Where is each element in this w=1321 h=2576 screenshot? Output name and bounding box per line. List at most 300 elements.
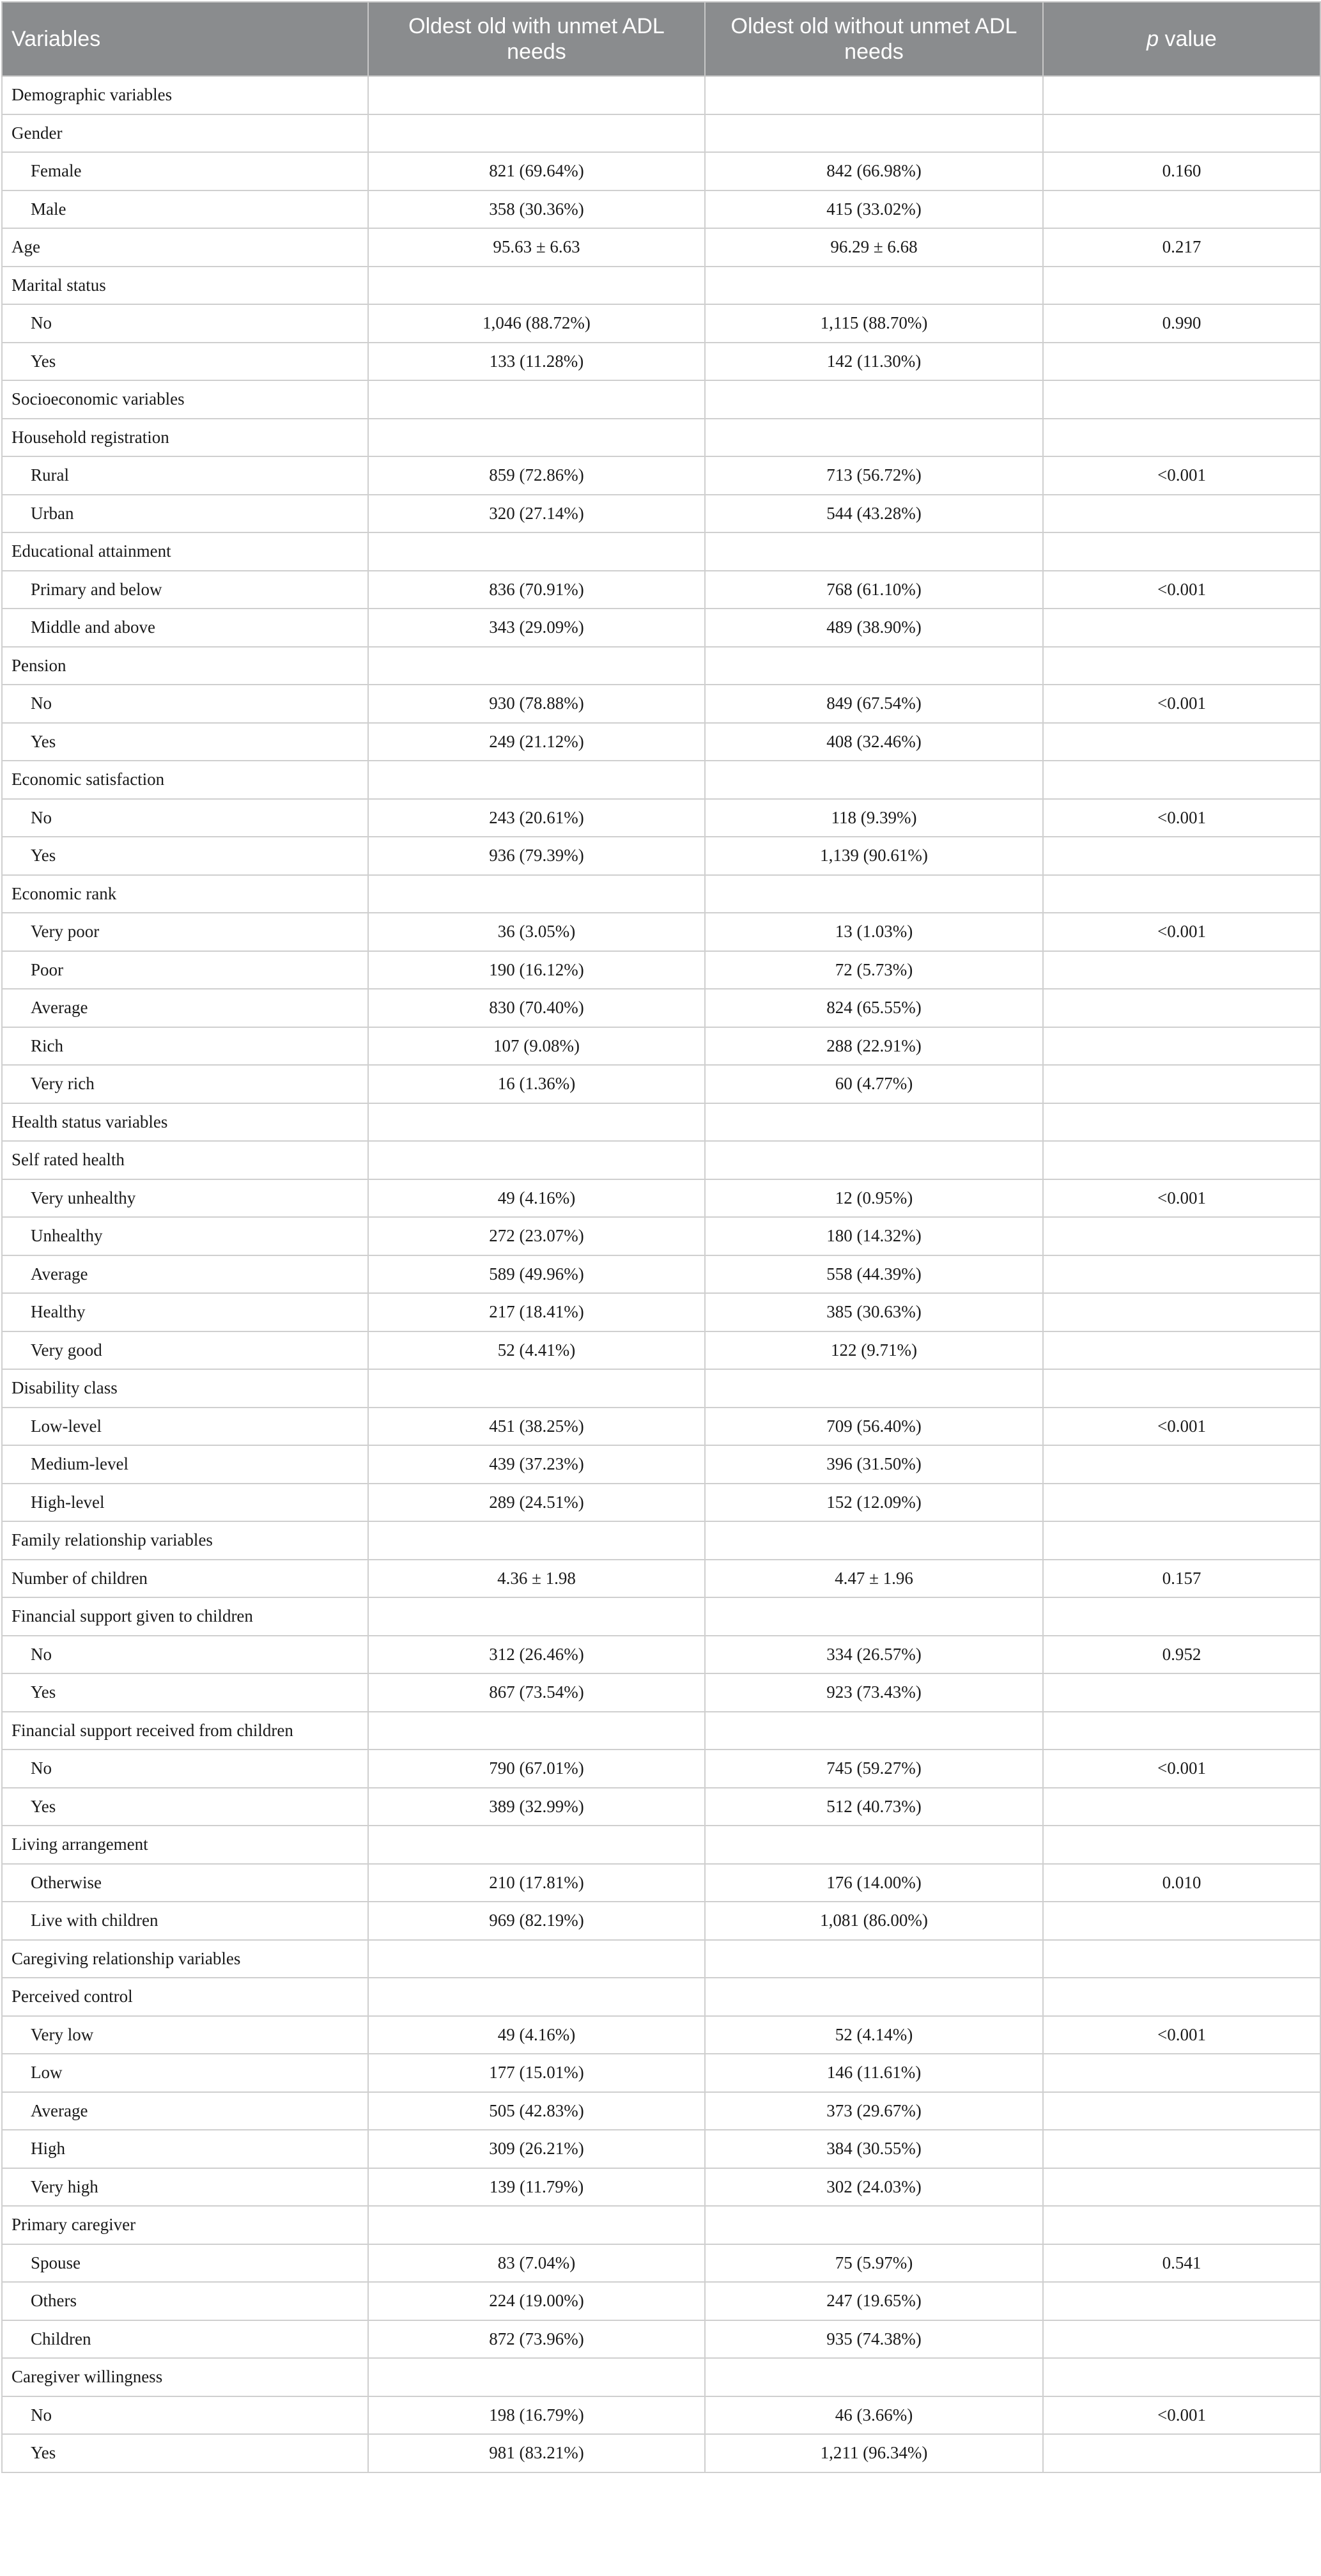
table-row [2,152,1320,190]
cell-unmet-needs [368,2358,705,2396]
cell-p-value [1043,1712,1320,1750]
table-row [2,1636,1320,1674]
cell-without-unmet-needs: 60 (4.77%) [705,1065,1043,1103]
cell-p-value [1043,1217,1320,1255]
cell-unmet-needs: 1,046 (88.72%) [368,304,705,343]
table-row [2,951,1320,989]
cell-without-unmet-needs: 176 (14.00%) [705,1864,1043,1902]
cell-unmet-needs: 289 (24.51%) [368,1484,705,1522]
table-row [2,114,1320,153]
cell-unmet-needs: 133 (11.28%) [368,343,705,381]
cell-without-unmet-needs [705,1369,1043,1408]
cell-p-value: 0.217 [1043,228,1320,267]
cell-without-unmet-needs: 842 (66.98%) [705,152,1043,190]
cell-without-unmet-needs: 745 (59.27%) [705,1750,1043,1788]
cell-p-value [1043,647,1320,685]
cell-unmet-needs [368,76,705,114]
cell-variable: Yes [2,837,368,875]
cell-without-unmet-needs: 415 (33.02%) [705,190,1043,229]
cell-variable: Financial support given to children [2,1597,368,1636]
cell-unmet-needs: 790 (67.01%) [368,1750,705,1788]
header-p-rest: value [1159,27,1217,51]
table-row [2,1065,1320,1103]
cell-without-unmet-needs [705,267,1043,305]
cell-p-value [1043,2130,1320,2168]
cell-p-value [1043,875,1320,913]
cell-unmet-needs: 36 (3.05%) [368,913,705,951]
cell-p-value [1043,2358,1320,2396]
cell-unmet-needs: 249 (21.12%) [368,723,705,761]
table-row [2,571,1320,609]
cell-variable: Socioeconomic variables [2,380,368,419]
cell-unmet-needs [368,1978,705,2016]
cell-unmet-needs: 243 (20.61%) [368,799,705,837]
table-row [2,1293,1320,1331]
table-row [2,989,1320,1027]
cell-unmet-needs [368,1141,705,1179]
cell-without-unmet-needs: 12 (0.95%) [705,1179,1043,1218]
cell-without-unmet-needs: 849 (67.54%) [705,685,1043,723]
cell-p-value [1043,2282,1320,2320]
table-row [2,1940,1320,1978]
table-row [2,2244,1320,2283]
cell-variable: Rich [2,1027,368,1066]
cell-unmet-needs: 49 (4.16%) [368,2016,705,2054]
table-row [2,2358,1320,2396]
cell-without-unmet-needs: 96.29 ± 6.68 [705,228,1043,267]
cell-without-unmet-needs: 1,081 (86.00%) [705,1902,1043,1940]
header-p-value [1043,2,1320,76]
cell-unmet-needs: 107 (9.08%) [368,1027,705,1066]
cell-unmet-needs: 859 (72.86%) [368,456,705,495]
table-row [2,304,1320,343]
cell-variable: Average [2,989,368,1027]
cell-variable: Children [2,2320,368,2359]
table-header [2,2,1320,76]
cell-without-unmet-needs: 13 (1.03%) [705,913,1043,951]
table-row [2,343,1320,381]
cell-without-unmet-needs: 1,115 (88.70%) [705,304,1043,343]
cell-without-unmet-needs: 544 (43.28%) [705,495,1043,533]
cell-without-unmet-needs: 247 (19.65%) [705,2282,1043,2320]
cell-unmet-needs [368,1712,705,1750]
cell-p-value [1043,1521,1320,1560]
cell-p-value [1043,1673,1320,1712]
cell-p-value: <0.001 [1043,799,1320,837]
table-row [2,2016,1320,2054]
cell-variable: Low [2,2054,368,2092]
cell-without-unmet-needs [705,2206,1043,2244]
cell-variable: Female [2,152,368,190]
header-variables: Variables [2,2,368,76]
cell-unmet-needs [368,1103,705,1142]
cell-p-value: <0.001 [1043,913,1320,951]
cell-without-unmet-needs: 713 (56.72%) [705,456,1043,495]
cell-without-unmet-needs: 302 (24.03%) [705,2168,1043,2207]
cell-p-value [1043,2206,1320,2244]
cell-variable: Self rated health [2,1141,368,1179]
cell-p-value [1043,2168,1320,2207]
table-row [2,419,1320,457]
cell-unmet-needs: 312 (26.46%) [368,1636,705,1674]
cell-variable: Middle and above [2,609,368,647]
cell-without-unmet-needs: 334 (26.57%) [705,1636,1043,1674]
cell-without-unmet-needs: 52 (4.14%) [705,2016,1043,2054]
cell-without-unmet-needs: 1,211 (96.34%) [705,2434,1043,2472]
cell-variable: Very unhealthy [2,1179,368,1218]
cell-unmet-needs: 4.36 ± 1.98 [368,1560,705,1598]
cell-variable: Spouse [2,2244,368,2283]
cell-p-value: 0.160 [1043,152,1320,190]
cell-unmet-needs: 389 (32.99%) [368,1788,705,1826]
cell-p-value [1043,1597,1320,1636]
cell-unmet-needs [368,532,705,571]
cell-p-value: 0.157 [1043,1560,1320,1598]
cell-unmet-needs: 451 (38.25%) [368,1408,705,1446]
cell-variable: Marital status [2,267,368,305]
cell-without-unmet-needs: 142 (11.30%) [705,343,1043,381]
table-row [2,1902,1320,1940]
table-row [2,1445,1320,1484]
cell-variable: Age [2,228,368,267]
cell-unmet-needs: 439 (37.23%) [368,1445,705,1484]
cell-p-value [1043,1141,1320,1179]
cell-p-value [1043,989,1320,1027]
cell-without-unmet-needs: 1,139 (90.61%) [705,837,1043,875]
cell-without-unmet-needs: 122 (9.71%) [705,1331,1043,1370]
table-row [2,2320,1320,2359]
table-row [2,1750,1320,1788]
table-row [2,495,1320,533]
cell-variable: Live with children [2,1902,368,1940]
cell-p-value: 0.952 [1043,1636,1320,1674]
cell-p-value: <0.001 [1043,571,1320,609]
cell-p-value [1043,1788,1320,1826]
cell-variable: No [2,1636,368,1674]
cell-p-value [1043,380,1320,419]
table-row [2,2396,1320,2435]
cell-variable: Very good [2,1331,368,1370]
cell-unmet-needs: 320 (27.14%) [368,495,705,533]
cell-without-unmet-needs [705,76,1043,114]
cell-variable: Rural [2,456,368,495]
cell-without-unmet-needs [705,532,1043,571]
cell-without-unmet-needs [705,1103,1043,1142]
cell-unmet-needs: 83 (7.04%) [368,2244,705,2283]
cell-variable: Yes [2,2434,368,2472]
cell-p-value [1043,837,1320,875]
cell-without-unmet-needs [705,419,1043,457]
header-unmet-needs: Oldest old with unmet ADL needs [368,2,705,76]
table-row [2,228,1320,267]
cell-unmet-needs: 177 (15.01%) [368,2054,705,2092]
table-row [2,1255,1320,1294]
cell-without-unmet-needs [705,1141,1043,1179]
cell-without-unmet-needs: 923 (73.43%) [705,1673,1043,1712]
cell-p-value: 0.990 [1043,304,1320,343]
cell-variable: Financial support received from children [2,1712,368,1750]
cell-p-value [1043,1902,1320,1940]
table-row [2,2206,1320,2244]
cell-p-value [1043,532,1320,571]
cell-variable: Otherwise [2,1864,368,1902]
cell-p-value [1043,1369,1320,1408]
cell-unmet-needs [368,267,705,305]
cell-unmet-needs: 190 (16.12%) [368,951,705,989]
table-row [2,609,1320,647]
header-p-italic: p [1147,27,1159,51]
cell-unmet-needs: 981 (83.21%) [368,2434,705,2472]
cell-variable: Healthy [2,1293,368,1331]
cell-unmet-needs: 589 (49.96%) [368,1255,705,1294]
cell-variable: Yes [2,343,368,381]
cell-variable: No [2,799,368,837]
cell-unmet-needs: 936 (79.39%) [368,837,705,875]
cell-variable: Average [2,1255,368,1294]
cell-without-unmet-needs: 489 (38.90%) [705,609,1043,647]
cell-unmet-needs: 821 (69.64%) [368,152,705,190]
cell-variable: High [2,2130,368,2168]
cell-unmet-needs [368,1940,705,1978]
table-row [2,2092,1320,2130]
table-row [2,1864,1320,1902]
data-table [1,1,1321,2473]
cell-variable: Very high [2,2168,368,2207]
cell-variable: Unhealthy [2,1217,368,1255]
table-row [2,685,1320,723]
cell-variable: No [2,685,368,723]
cell-without-unmet-needs [705,875,1043,913]
cell-without-unmet-needs: 4.47 ± 1.96 [705,1560,1043,1598]
cell-p-value: <0.001 [1043,1179,1320,1218]
table-row [2,723,1320,761]
cell-without-unmet-needs [705,2358,1043,2396]
cell-variable: Demographic variables [2,76,368,114]
cell-without-unmet-needs [705,1940,1043,1978]
table-row [2,837,1320,875]
table-row [2,1597,1320,1636]
cell-variable: No [2,2396,368,2435]
table-row [2,456,1320,495]
table-row [2,1369,1320,1408]
header-without-unmet-needs: Oldest old without unmet ADL needs [705,2,1043,76]
table-row [2,1408,1320,1446]
cell-p-value [1043,1331,1320,1370]
cell-variable: No [2,304,368,343]
cell-p-value [1043,419,1320,457]
cell-variable: Yes [2,723,368,761]
cell-variable: Medium-level [2,1445,368,1484]
cell-unmet-needs: 16 (1.36%) [368,1065,705,1103]
cell-without-unmet-needs: 935 (74.38%) [705,2320,1043,2359]
table-row [2,1103,1320,1142]
cell-variable: Family relationship variables [2,1521,368,1560]
cell-unmet-needs [368,1597,705,1636]
table-row [2,2282,1320,2320]
cell-variable: Very low [2,2016,368,2054]
table-row [2,1673,1320,1712]
cell-p-value [1043,2320,1320,2359]
cell-variable: Gender [2,114,368,153]
cell-without-unmet-needs [705,1978,1043,2016]
cell-without-unmet-needs: 373 (29.67%) [705,2092,1043,2130]
table-row [2,267,1320,305]
cell-unmet-needs [368,380,705,419]
cell-without-unmet-needs: 46 (3.66%) [705,2396,1043,2435]
cell-without-unmet-needs [705,1712,1043,1750]
cell-variable: Educational attainment [2,532,368,571]
cell-unmet-needs: 358 (30.36%) [368,190,705,229]
cell-p-value: 0.010 [1043,1864,1320,1902]
cell-unmet-needs: 217 (18.41%) [368,1293,705,1331]
cell-p-value [1043,114,1320,153]
cell-p-value [1043,343,1320,381]
table-row [2,1331,1320,1370]
cell-variable: Economic rank [2,875,368,913]
cell-without-unmet-needs: 118 (9.39%) [705,799,1043,837]
cell-p-value [1043,1065,1320,1103]
cell-p-value [1043,1027,1320,1066]
table-row [2,2168,1320,2207]
table-row [2,1217,1320,1255]
cell-unmet-needs: 505 (42.83%) [368,2092,705,2130]
table-row [2,1027,1320,1066]
cell-p-value [1043,609,1320,647]
cell-variable: Number of children [2,1560,368,1598]
cell-without-unmet-needs: 152 (12.09%) [705,1484,1043,1522]
table-row [2,1978,1320,2016]
cell-variable: No [2,1750,368,1788]
cell-variable: Very rich [2,1065,368,1103]
cell-p-value [1043,1103,1320,1142]
cell-without-unmet-needs: 709 (56.40%) [705,1408,1043,1446]
cell-without-unmet-needs: 768 (61.10%) [705,571,1043,609]
table-row [2,2130,1320,2168]
cell-variable: Yes [2,1673,368,1712]
table-row [2,1826,1320,1864]
cell-variable: Yes [2,1788,368,1826]
cell-unmet-needs: 343 (29.09%) [368,609,705,647]
cell-variable: Pension [2,647,368,685]
table-row [2,1712,1320,1750]
cell-p-value [1043,723,1320,761]
cell-unmet-needs: 95.63 ± 6.63 [368,228,705,267]
table-row [2,532,1320,571]
cell-p-value [1043,76,1320,114]
cell-unmet-needs: 930 (78.88%) [368,685,705,723]
cell-variable: Male [2,190,368,229]
cell-without-unmet-needs [705,114,1043,153]
table-row [2,647,1320,685]
cell-p-value [1043,2054,1320,2092]
cell-without-unmet-needs: 75 (5.97%) [705,2244,1043,2283]
cell-variable: Average [2,2092,368,2130]
data-table-container [1,1,1320,2473]
cell-unmet-needs [368,875,705,913]
cell-without-unmet-needs [705,1521,1043,1560]
cell-without-unmet-needs: 558 (44.39%) [705,1255,1043,1294]
header-row [2,2,1320,76]
cell-without-unmet-needs: 408 (32.46%) [705,723,1043,761]
cell-unmet-needs [368,1826,705,1864]
table-body [2,76,1320,2472]
cell-without-unmet-needs: 384 (30.55%) [705,2130,1043,2168]
cell-p-value [1043,1445,1320,1484]
table-row [2,1521,1320,1560]
cell-without-unmet-needs: 824 (65.55%) [705,989,1043,1027]
cell-unmet-needs [368,1369,705,1408]
cell-unmet-needs [368,647,705,685]
cell-unmet-needs: 830 (70.40%) [368,989,705,1027]
cell-unmet-needs [368,761,705,799]
cell-unmet-needs: 139 (11.79%) [368,2168,705,2207]
cell-variable: Health status variables [2,1103,368,1142]
cell-variable: Very poor [2,913,368,951]
cell-without-unmet-needs: 512 (40.73%) [705,1788,1043,1826]
cell-p-value: <0.001 [1043,685,1320,723]
cell-p-value: <0.001 [1043,1408,1320,1446]
cell-p-value: <0.001 [1043,2396,1320,2435]
table-row [2,1141,1320,1179]
table-row [2,2054,1320,2092]
cell-p-value [1043,1484,1320,1522]
cell-p-value [1043,1255,1320,1294]
cell-unmet-needs: 969 (82.19%) [368,1902,705,1940]
cell-variable: Living arrangement [2,1826,368,1864]
cell-unmet-needs: 872 (73.96%) [368,2320,705,2359]
table-row [2,799,1320,837]
cell-variable: Caregiver willingness [2,2358,368,2396]
cell-variable: Household registration [2,419,368,457]
cell-variable: High-level [2,1484,368,1522]
table-row [2,190,1320,229]
cell-variable: Primary caregiver [2,2206,368,2244]
cell-p-value [1043,2092,1320,2130]
table-row [2,1484,1320,1522]
cell-p-value [1043,1293,1320,1331]
cell-p-value [1043,267,1320,305]
cell-p-value [1043,1978,1320,2016]
cell-without-unmet-needs: 146 (11.61%) [705,2054,1043,2092]
cell-unmet-needs: 210 (17.81%) [368,1864,705,1902]
cell-without-unmet-needs [705,380,1043,419]
cell-unmet-needs: 52 (4.41%) [368,1331,705,1370]
cell-without-unmet-needs [705,761,1043,799]
cell-unmet-needs: 836 (70.91%) [368,571,705,609]
cell-without-unmet-needs: 396 (31.50%) [705,1445,1043,1484]
table-row [2,1788,1320,1826]
cell-p-value [1043,2434,1320,2472]
table-row [2,1560,1320,1598]
cell-p-value [1043,495,1320,533]
table-row [2,1179,1320,1218]
cell-p-value [1043,1826,1320,1864]
cell-unmet-needs [368,114,705,153]
cell-without-unmet-needs: 288 (22.91%) [705,1027,1043,1066]
cell-p-value [1043,951,1320,989]
cell-p-value: 0.541 [1043,2244,1320,2283]
cell-without-unmet-needs [705,1597,1043,1636]
cell-variable: Disability class [2,1369,368,1408]
cell-variable: Perceived control [2,1978,368,2016]
cell-unmet-needs: 198 (16.79%) [368,2396,705,2435]
cell-variable: Urban [2,495,368,533]
cell-without-unmet-needs: 72 (5.73%) [705,951,1043,989]
cell-without-unmet-needs [705,647,1043,685]
cell-unmet-needs [368,1521,705,1560]
cell-unmet-needs: 309 (26.21%) [368,2130,705,2168]
cell-variable: Poor [2,951,368,989]
